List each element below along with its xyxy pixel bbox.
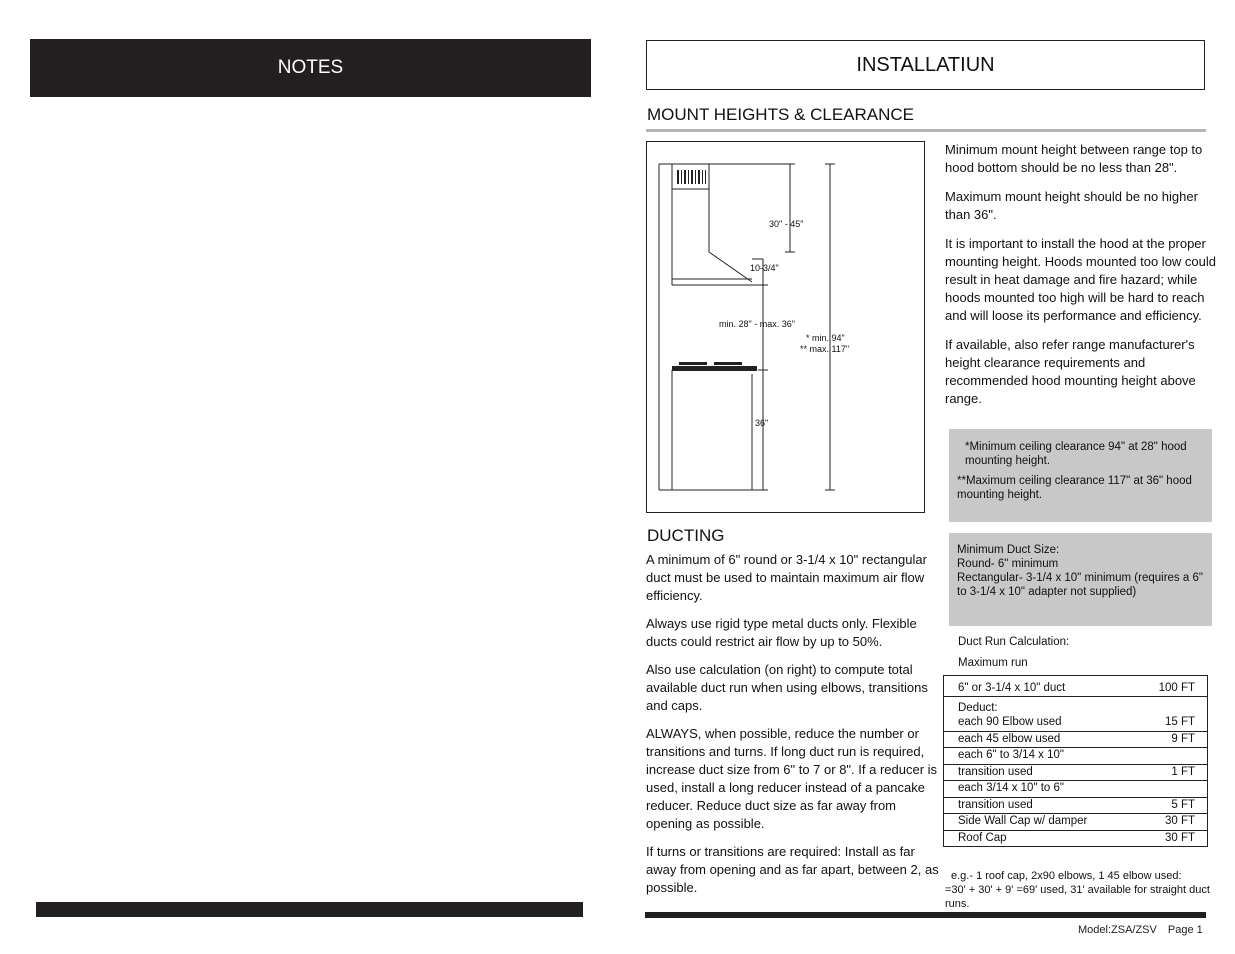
duct-size-line: Rectangular- 3-1/4 x 10" minimum (requires a 6" to 3-1/4 x 10" adapter not supplied) (957, 572, 1203, 598)
example-line: =30' + 30' + 9' =69' used, 31' available for straight duct runs. (945, 884, 1210, 910)
table-row (944, 813, 1207, 830)
range-top (672, 366, 757, 371)
duct-run-table (943, 675, 1208, 847)
installation-header (646, 40, 1205, 90)
ducting-paragraph: ALWAYS, when possible, reduce the number or transitions and turns. If long duct run is required, increase duct size from 6" to 7 or 8". If a reducer is used, install a long reducer instead of a pancake reducer. Reduce duct size as far away from opening as possible. (646, 726, 938, 831)
example-line: e.g.- 1 roof cap, 2x90 elbows, 1 45 elbow used: (951, 870, 1182, 882)
row-item: each 90 Elbow used (958, 716, 1062, 728)
mount-height-diagram (646, 141, 925, 513)
mount-height-text (945, 141, 1223, 419)
notes-header (30, 39, 591, 97)
installation-title: INSTALLATIUN (856, 53, 995, 76)
table-row (944, 780, 1207, 797)
row-value: 5 FT (1171, 798, 1195, 811)
table-row (944, 797, 1207, 814)
ducting-paragraph: Always use rigid type metal ducts only. Flexible ducts could restrict air flow by up to 50%. (646, 616, 917, 649)
row-item: transition used (958, 798, 1033, 811)
table-row (944, 715, 1207, 731)
section-divider (646, 129, 1206, 132)
row-item: each 6" to 3/14 x 10" (958, 749, 1064, 761)
table-row (944, 747, 1207, 764)
duct-size-line: Round- 6" minimum (957, 558, 1059, 570)
min-clearance-note: *Minimum ceiling clearance 94" at 28" hood mounting height. (965, 441, 1187, 467)
ducting-paragraph: A minimum of 6" round or 3-1/4 x 10" rectangular duct must be used to maintain maximum air flow efficiency. (646, 552, 927, 603)
mount-section-title: MOUNT HEIGHTS & CLEARANCE (647, 105, 915, 124)
max-clearance-note: **Maximum ceiling clearance 117" at 36" hood mounting height. (957, 475, 1192, 501)
dim-max-ceiling-label: ** max. 117" (800, 344, 850, 354)
dim-mount-label: min. 28" - max. 36" (719, 319, 795, 329)
table-row (944, 830, 1207, 847)
duct-run-example (945, 869, 1235, 911)
dim-counter-label: 36" (755, 418, 769, 428)
table-row (944, 676, 1207, 696)
mount-paragraph: Maximum mount height should be no higher than 36". (945, 189, 1198, 222)
duct-run-label: Duct Run Calculation: (958, 636, 1070, 648)
ducting-section-title: DUCTING (647, 526, 725, 545)
row-value: 30 FT (1164, 831, 1195, 844)
row-item: each 45 elbow used (958, 732, 1061, 745)
dim-depth-label: 10-3/4" (750, 263, 779, 273)
mount-paragraph: Minimum mount height between range top to hood bottom should be no less than 28". (945, 142, 1203, 175)
mount-paragraph: It is important to install the hood at the proper mounting height. Hoods mounted too low could result in heat damage and fire hazard; while hoods mounted too high will be hard to reach and will loose its performance and efficiency. (945, 236, 1217, 323)
row-item: Side Wall Cap w/ damper (958, 815, 1088, 827)
ducting-text (646, 551, 942, 907)
row-item: 6" or 3-1/4 x 10" duct (958, 682, 1066, 694)
row-value: 1 FT (1171, 765, 1195, 778)
right-footer-bar (645, 912, 1206, 918)
table-row (944, 764, 1207, 781)
table-row (944, 731, 1207, 748)
page-number: Page 1 (1167, 924, 1203, 936)
row-value: 100 FT (1158, 682, 1195, 694)
notes-title: NOTES (277, 57, 344, 78)
page-footer (1078, 924, 1203, 936)
row-item: Roof Cap (958, 831, 1007, 844)
left-footer-bar (36, 902, 583, 917)
ceiling-clearance-note (949, 429, 1212, 522)
duct-size-line: Minimum Duct Size: (957, 544, 1060, 556)
row-value: 9 FT (1171, 732, 1195, 745)
dim-min-ceiling-label: * min. 94" (806, 333, 845, 343)
ducting-paragraph: Also use calculation (on right) to compute total available duct run when using elbows, transitions and caps. (646, 662, 928, 713)
diagram-drawing (647, 142, 926, 514)
model-label: Model:ZSA/ZSV (1078, 924, 1157, 936)
dim-top-label: 30" - 45" (769, 219, 804, 229)
duct-size-note (949, 533, 1212, 626)
mount-paragraph: If available, also refer range manufacturer's height clearance requirements and recommended hood mounting height above range. (945, 337, 1196, 406)
row-item: transition used (958, 765, 1033, 778)
row-item: each 3/14 x 10" to 6" (958, 782, 1064, 794)
deduct-label: Deduct: (958, 702, 998, 714)
ducting-paragraph: If turns or transitions are required: Install as far away from opening and as far apart, between 2, as possible. (646, 844, 939, 895)
max-run-label: Maximum run (958, 657, 1028, 669)
row-value: 15 FT (1164, 716, 1195, 728)
row-value: 30 FT (1164, 815, 1195, 827)
table-row (944, 696, 1207, 715)
